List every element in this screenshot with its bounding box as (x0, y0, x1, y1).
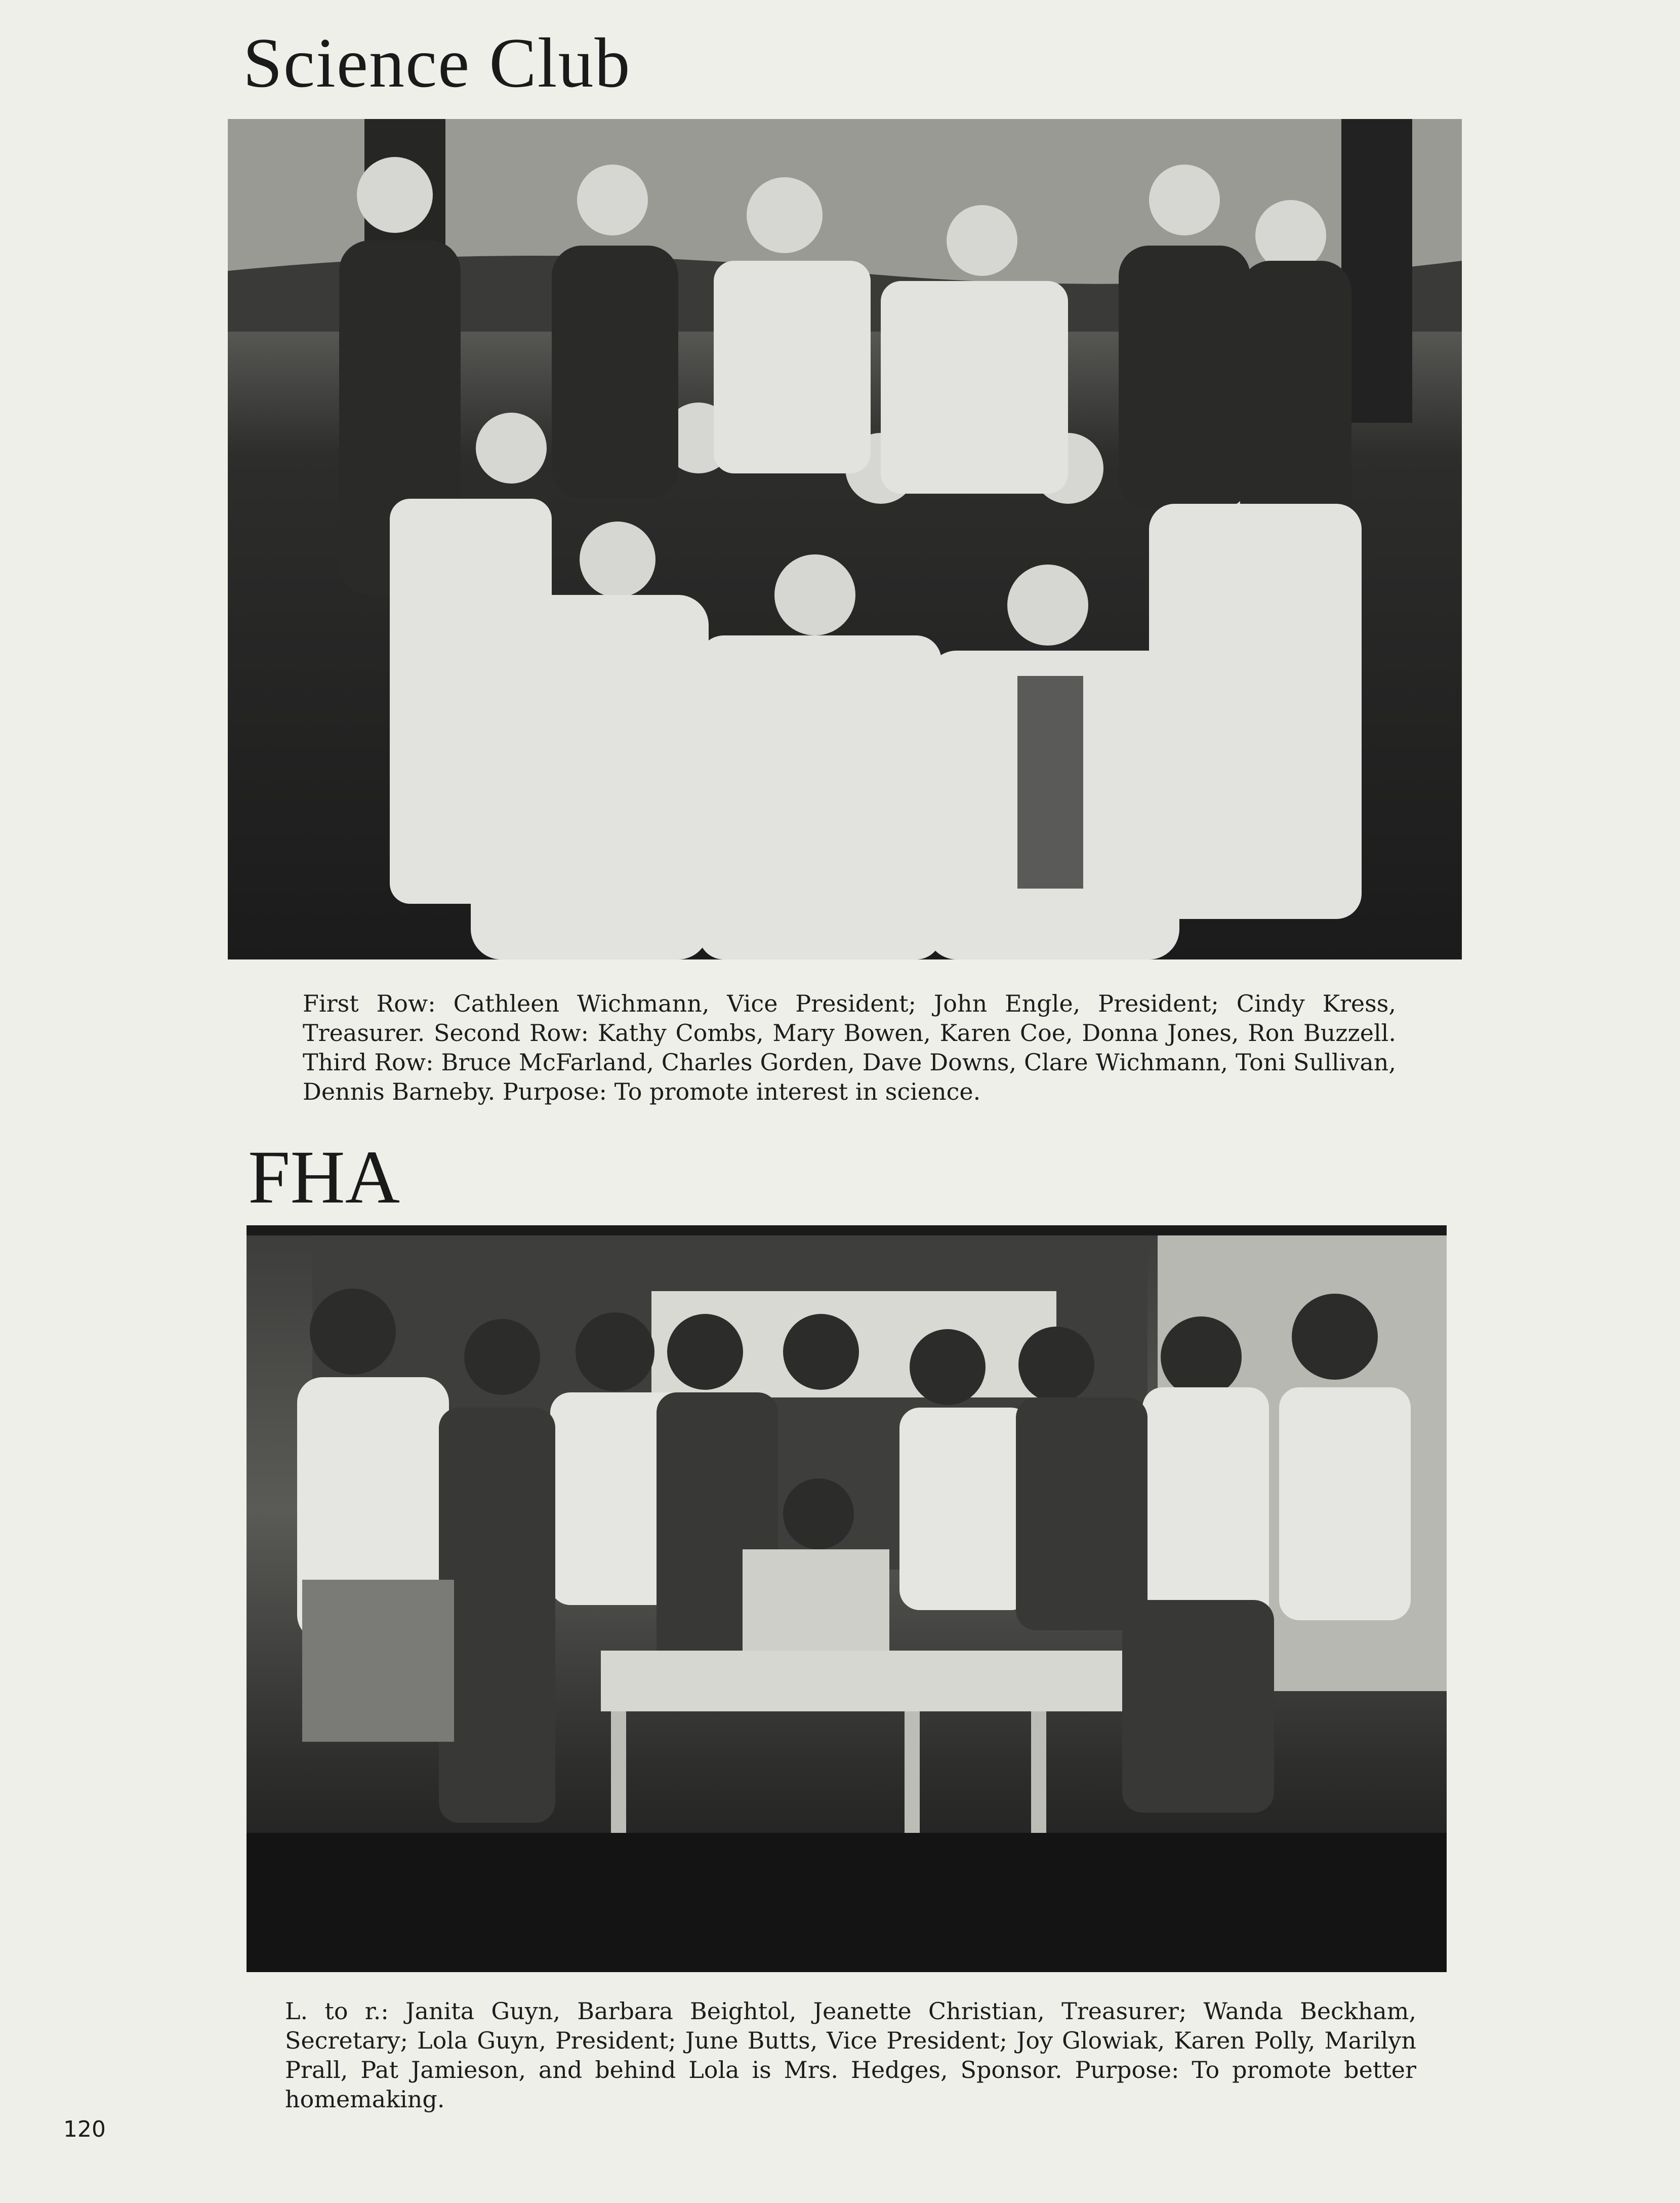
fha-caption: L. to r.: Janita Guyn, Barbara Beightol, Jeanette Christian, Treasurer; Wanda Beckham, Secretary; Lola Guyn, President; June Butts, Vice President; Joy Glowiak, Karen Polly, Marilyn Prall, Pat Jamieson, and behind Lola is Mrs. Hedges, Sponsor. Purpose: To promote better homemaking. (285, 1997, 1416, 2113)
fha-heading: FHA (248, 1135, 400, 1219)
fha-group-photo (247, 1225, 1447, 1972)
science-club-group-photo (228, 119, 1462, 959)
science-club-caption: First Row: Cathleen Wichmann, Vice President; John Engle, President; Cindy Kress, Treasurer. Second Row: Kathy Combs, Mary Bowen, Karen Coe, Donna Jones, Ron Buzzell. Third Row: Bruce McFarland, Charles Gorden, Dave Downs, Clare Wichmann, Toni Sullivan, Dennis Barneby. Purpose: To promote interest in science. (303, 990, 1396, 1105)
page-number: 120 (63, 2116, 106, 2142)
science-club-heading: Science Club (243, 24, 631, 102)
